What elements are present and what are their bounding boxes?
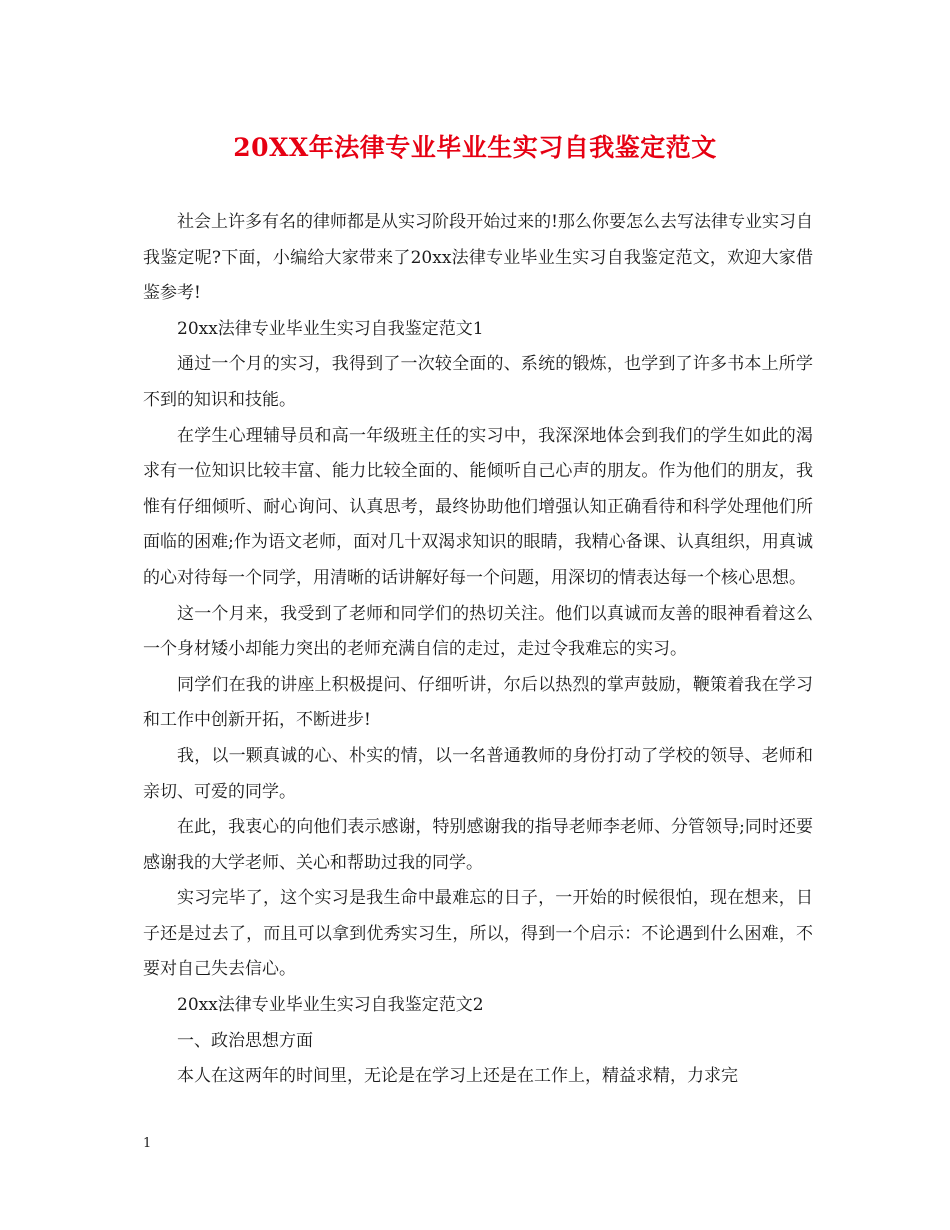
section-heading-1: 20xx法律专业毕业生实习自我鉴定范文1 <box>177 318 484 339</box>
paragraph: 本人在这两年的时间里，无论是在学习上还是在工作上，精益求精，力求完 <box>177 1066 738 1087</box>
paragraph: 这一个月来，我受到了老师和同学们的热切关注。他们以真诚而友善的眼神看着这么一个身材矮小却能力突出的老师充满自信的走过，走过令我难忘的实习。 <box>143 603 813 660</box>
paragraph-intro: 社会上许多有名的律师都是从实习阶段开始过来的!那么你要怎么去写法律专业实习自我鉴定呢?下面，小编给大家带来了20xx法律专业毕业生实习自我鉴定范文，欢迎大家借鉴参考! <box>143 212 813 304</box>
section-heading-2: 20xx法律专业毕业生实习自我鉴定范文2 <box>177 995 484 1016</box>
paragraph: 通过一个月的实习，我得到了一次较全面的、系统的锻炼，也学到了许多书本上所学不到的知识和技能。 <box>143 354 813 410</box>
paragraph: 在此，我衷心的向他们表示感谢，特别感谢我的指导老师李老师、分管领导;同时还要感谢我的大学老师、关心和帮助过我的同学。 <box>143 817 813 873</box>
page-number: 1 <box>143 1136 152 1151</box>
paragraph: 我，以一颗真诚的心、朴实的情，以一名普通教师的身份打动了学校的领导、老师和亲切、可爱的同学。 <box>143 745 813 802</box>
subsection-heading: 一、政治思想方面 <box>177 1030 313 1051</box>
paragraph: 实习完毕了，这个实习是我生命中最难忘的日子，一开始的时候很怕，现在想来，日子还是过去了，而且可以拿到优秀实习生，所以，得到一个启示：不论遇到什么困难，不要对自己失去信心。 <box>143 888 813 980</box>
paragraph: 同学们在我的讲座上积极提问、仔细听讲，尔后以热烈的掌声鼓励，鞭策着我在学习和工作中创新开拓，不断进步! <box>143 674 813 731</box>
document-title: 20XX年法律专业毕业生实习自我鉴定范文 <box>233 133 717 162</box>
document-body <box>143 205 813 1095</box>
paragraph: 在学生心理辅导员和高一年级班主任的实习中，我深深地体会到我们的学生如此的渴求有一位知识比较丰富、能力比较全面的、能倾听自己心声的朋友。作为他们的朋友，我惟有仔细倾听、耐心询问、认真思考，最终协助他们增强认知正确看待和科学处理他们所面临的困难;作为语文老师，面对几十双渴求知识的眼睛，我精心备课、认真组织，用真诚的心对待每一个同学，用清晰的话讲解好每一个问题，用深切的情表达每一个核心思想。 <box>143 425 813 588</box>
